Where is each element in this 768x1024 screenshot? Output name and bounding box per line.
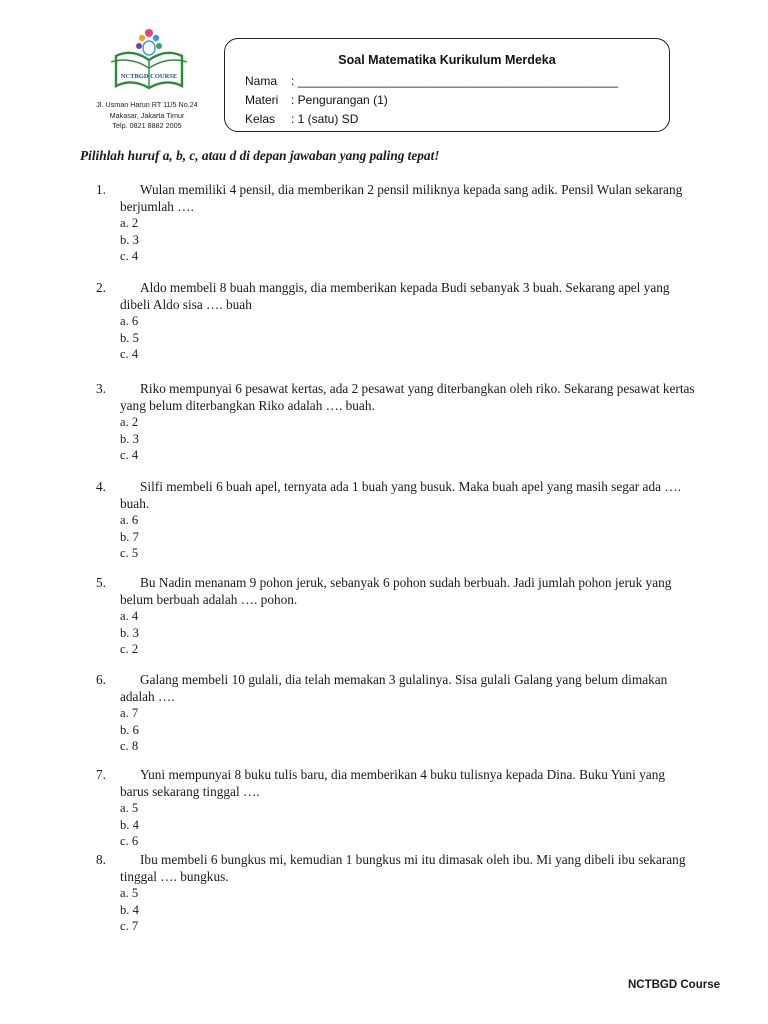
field-value: : Pengurangan (1) [291, 93, 388, 107]
field-label: Kelas [245, 112, 276, 126]
option-a: a. 5 [120, 886, 139, 900]
question-text: Wulan memiliki 4 pensil, dia memberikan 2 pensil miliknya kepada sang adik. Pensil Wulan sekarang berjumlah …. [120, 182, 683, 214]
option-b: b. 6 [120, 722, 139, 737]
question-number: 5. [96, 575, 106, 590]
address-line: Makasar, Jakarta Timur [109, 110, 185, 120]
question-4 [96, 478, 696, 562]
option-a: a. 5 [120, 801, 139, 815]
field-label: Materi [245, 93, 279, 107]
question-5 [96, 574, 696, 658]
option-a: a. 7 [120, 706, 139, 720]
option-c: c. 4 [120, 249, 139, 263]
question-text: Silfi membeli 6 buah apel, ternyata ada 1 buah yang busuk. Maka buah apel yang masih segar ada …. buah. [120, 479, 681, 511]
question-number: 4. [96, 479, 106, 494]
option-a: a. 6 [120, 314, 139, 328]
option-b: b. 3 [120, 625, 139, 640]
option-b: b. 3 [120, 232, 139, 247]
question-number: 8. [96, 852, 106, 867]
logo-text: NCTBGD COURSE [120, 73, 178, 80]
question-number: 7. [96, 767, 106, 782]
option-c: c. 5 [120, 546, 139, 560]
field-kelas [245, 112, 358, 126]
question-6 [96, 671, 696, 755]
option-b: b. 4 [120, 817, 139, 832]
option-a: a. 2 [120, 216, 139, 230]
question-text: Aldo membeli 8 buah manggis, dia memberikan kepada Budi sebanyak 3 buah. Sekarang apel yang dibeli Aldo sisa …. buah [120, 280, 670, 312]
info-box [224, 38, 670, 132]
question-text: Bu Nadin menanam 9 pohon jeruk, sebanyak 6 pohon sudah berbuah. Jadi jumlah pohon jeruk yang belum berbuah adalah …. pohon. [120, 575, 672, 607]
option-b: b. 3 [120, 431, 139, 446]
option-b: b. 7 [120, 529, 139, 544]
option-c: c. 6 [120, 834, 139, 848]
question-number: 3. [96, 381, 106, 396]
field-materi [245, 93, 388, 107]
option-a: a. 2 [120, 415, 139, 429]
question-3 [96, 380, 696, 464]
question-2 [96, 279, 696, 363]
question-text: Yuni mempunyai 8 buku tulis baru, dia memberikan 4 buku tulisnya kepada Dina. Buku Yuni yang barus sekarang tinggal …. [120, 767, 666, 799]
field-value: : 1 (satu) SD [291, 112, 359, 126]
field-nama [245, 74, 618, 88]
question-7 [96, 766, 696, 850]
question-number: 6. [96, 672, 106, 687]
address-line: Telp. 0821 8882 2005 [112, 121, 182, 130]
question-text: Riko mempunyai 6 pesawat kertas, ada 2 pesawat yang diterbangkan oleh riko. Sekarang pesawat kertas yang belum diterbangkan Riko adalah …. buah. [120, 381, 695, 413]
school-address [80, 100, 214, 132]
book-logo-icon [106, 26, 192, 98]
option-c: c. 4 [120, 347, 139, 361]
question-number: 1. [96, 182, 106, 197]
field-label: Nama [245, 74, 278, 88]
question-text: Galang membeli 10 gulali, dia telah memakan 3 gulalinya. Sisa gulali Galang yang belum dimakan adalah …. [120, 672, 668, 704]
option-b: b. 5 [120, 330, 139, 345]
option-c: c. 2 [120, 642, 139, 656]
question-text: Ibu membeli 6 bungkus mi, kemudian 1 bungkus mi itu dimasak oleh ibu. Mi yang dibeli ibu sekarang tinggal …. bungkus. [120, 852, 686, 884]
option-b: b. 4 [120, 902, 139, 917]
option-a: a. 6 [120, 513, 139, 527]
question-number: 2. [96, 280, 106, 295]
option-c: c. 7 [120, 919, 139, 933]
field-value: : ________________________________________________ [291, 74, 619, 88]
footer-brand: NCTBGD Course [627, 979, 720, 991]
question-8 [96, 851, 696, 935]
option-c: c. 8 [120, 739, 139, 753]
worksheet-title: Soal Matematika Kurikulum Merdeka [338, 53, 556, 67]
option-a: a. 4 [120, 609, 139, 623]
question-1 [96, 181, 696, 265]
option-c: c. 4 [120, 448, 139, 462]
address-line: Jl. Usman Harun RT 11/5 No.24 [96, 100, 198, 109]
instruction: Pilihlah huruf a, b, c, atau d di depan jawaban yang paling tepat! [80, 148, 440, 163]
